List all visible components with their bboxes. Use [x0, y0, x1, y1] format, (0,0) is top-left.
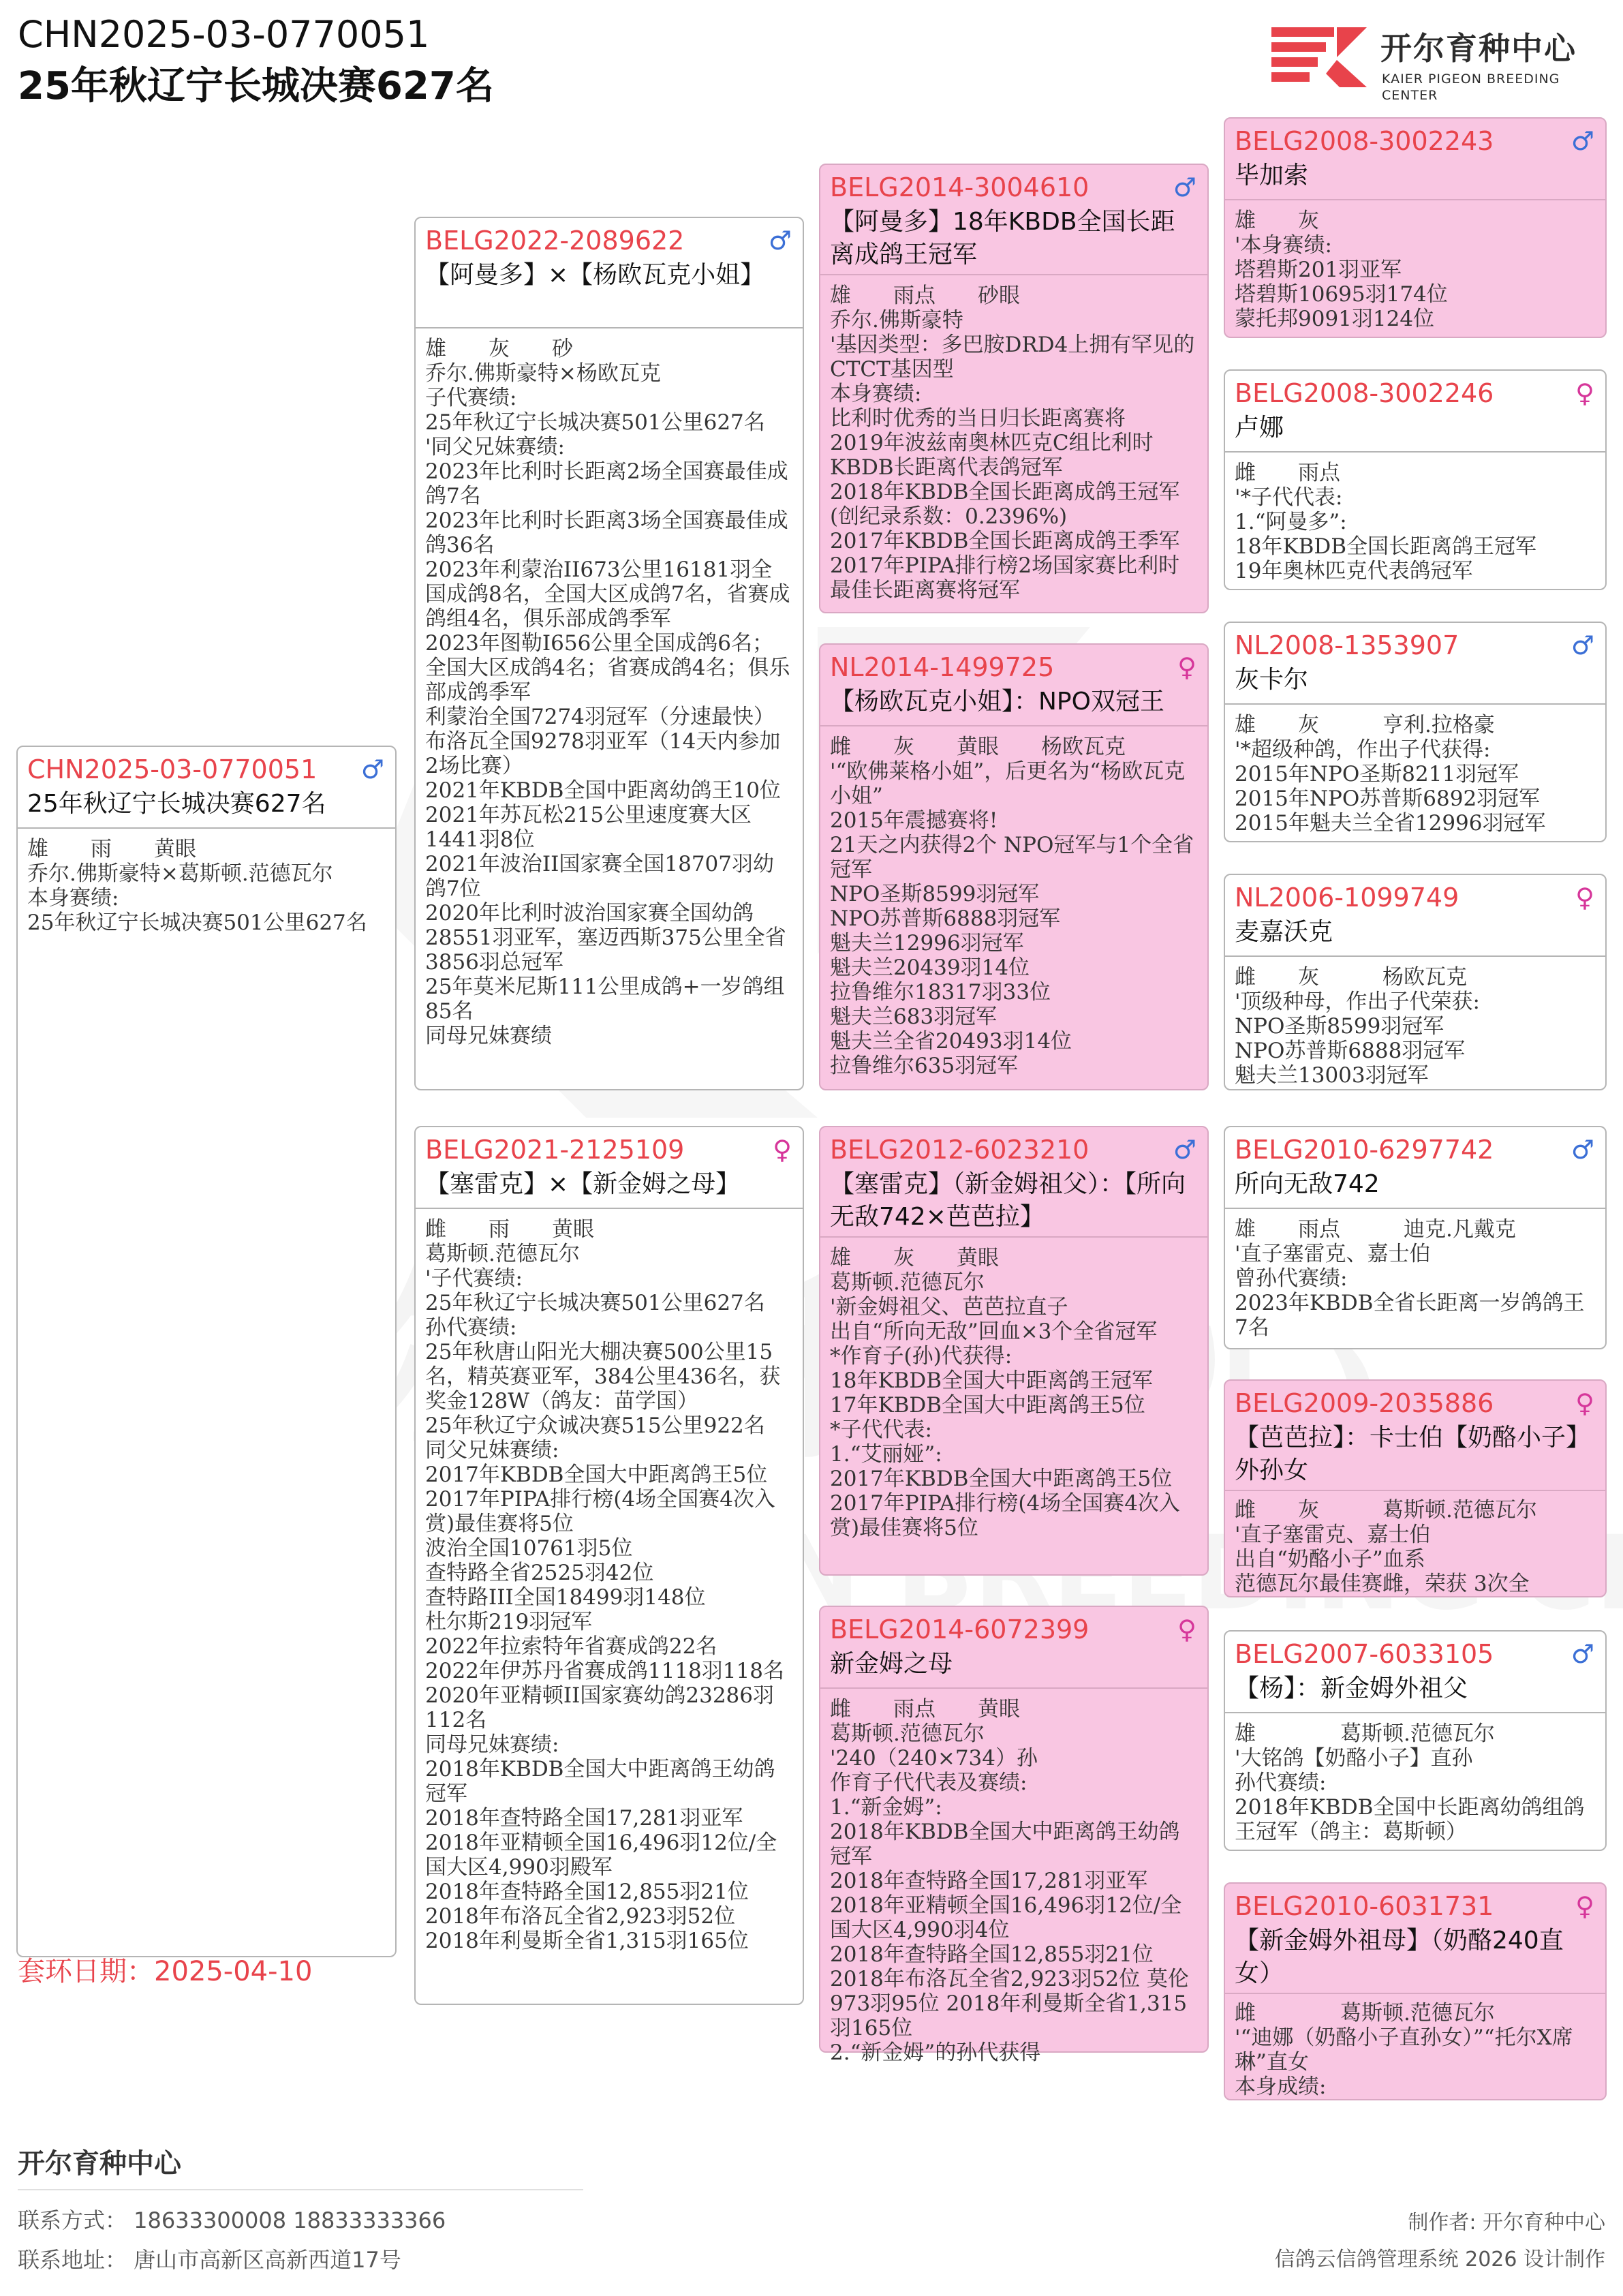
logo-text-cn: 开尔育种中心 [1380, 30, 1577, 67]
dam-dam-ring: BELG2014-6072399 [830, 1614, 1089, 1644]
ggp-card-4[interactable] [1224, 874, 1607, 1090]
ggp-8-details: 雌 葛斯顿.范德瓦尔 '“迪娜（奶酪小子直孙女）”“托尔X席琳”直女 本身成绩: [1235, 2001, 1573, 2099]
card-divider [416, 327, 803, 328]
dam-details: 雌 雨 黄眼 葛斯顿.范德瓦尔 '子代赛绩: 25年秋辽宁长城决赛501公里627名 孙代赛绩: 25年秋唐山阳光大棚决赛500公里15名，精英赛亚军，384公里436名，获奖金128W（鸽友：苗学国） 25年秋辽宁众诚决赛515公里922名 同父兄妹赛绩: 2017年KBDB全国大中距离鸽王5位 2017年PIPA排行榜(4场全国赛4次入赏)最佳赛将5位 波治全国10761羽5位 查特路全省2525羽42位 查特路III全国18499羽148位 杜尔斯219羽冠军 2022年拉索特年省赛成鸽22名 2022年伊苏丹省赛成鸽1118羽118名 2020年亚精顿II国家赛幼鸽23286羽112名 同母兄妹赛绩: 2018年KBDB全国大中距离鸽王幼鸽冠军 2018年查特路全国17,281羽亚军 2018年亚精顿全国16,496羽12位/全国大区4,990羽殿军 2018年查特路全国12,855羽21位 2018年布洛瓦全省2,923羽52位 2018年利曼斯全省1,315羽165位 [425, 1217, 784, 1953]
ggp-card-2[interactable] [1224, 369, 1607, 590]
ggp-7-name: 【杨】：新金姆外祖父 [1235, 1674, 1468, 1702]
ggp-7-details: 雄 葛斯顿.范德瓦尔 '大铭鸽【奶酪小子】直孙 孙代赛绩: 2018年KBDB全国中长距离幼鸽组鸽王冠军（鸽主：葛斯顿） [1235, 1721, 1585, 1844]
male-icon: ♂ [1571, 630, 1594, 660]
card-divider [1225, 199, 1605, 200]
kaier-logo-icon [1271, 25, 1370, 90]
ggp-5-details: 雄 雨点 迪克.凡戴克 '直子塞雷克、嘉士伯 曾孙代赛绩: 2023年KBDB全省长距离一岁鸽鸽王7名 [1235, 1217, 1585, 1340]
male-icon: ♂ [768, 226, 792, 256]
card-divider [820, 1236, 1207, 1238]
female-icon: ♀ [773, 1135, 792, 1165]
footer-system: 信鸽云信鸽管理系统 2026 设计制作 [1274, 2248, 1605, 2271]
footer-address: 联系地址： 唐山市高新区高新西道17号 [18, 2247, 401, 2273]
dam-dam-name: 新金姆之母 [830, 1650, 953, 1678]
pigeon-ring-number: CHN2025-03-0770051 [18, 13, 430, 56]
male-icon: ♂ [1173, 1135, 1196, 1165]
logo [1271, 25, 1612, 103]
ggp-card-8[interactable] [1224, 1882, 1607, 2100]
ggp-3-ring: NL2008-1353907 [1235, 630, 1459, 660]
ggp-card-3[interactable] [1224, 622, 1607, 842]
dam-sire-details: 雄 灰 黄眼 葛斯顿.范德瓦尔 '新金姆祖父、芭芭拉直子 出自“所向无敌”回血×3个全省冠军 *作育子(孙)代获得: 18年KBDB全国大中距离鸽王冠军 17年KBDB全国大中距离鸽王5位 *子代代表: 1.“艾丽娅”: 2017年KBDB全国大中距离鸽王5位 2017年PIPA排行榜(4场全国赛4次入赏)最佳赛将5位 [830, 1246, 1180, 1540]
dam-name: 【塞雷克】×【新金姆之母】 [425, 1170, 741, 1198]
pigeon-title: 25年秋辽宁长城决赛627名 [18, 64, 494, 108]
sire-sire-card[interactable] [819, 164, 1209, 613]
dam-sire-ring: BELG2012-6023210 [830, 1135, 1089, 1165]
dam-sire-name: 【塞雷克】（新金姆祖父）：【所向无敌742×芭芭拉】 [830, 1170, 1186, 1231]
ggp-6-details: 雌 灰 葛斯顿.范德瓦尔 '直子塞雷克、嘉士伯 出自“奶酪小子”血系 范德瓦尔最佳赛雌，荣获 3次全 [1235, 1498, 1537, 1596]
card-divider [1225, 1993, 1605, 1994]
logo-text-en: KAIER PIGEON BREEDING CENTER [1382, 72, 1560, 103]
card-divider [1225, 1208, 1605, 1209]
ggp-8-name: 【新金姆外祖母】（奶酪240直女） [1235, 1927, 1564, 1987]
ggp-2-ring: BELG2008-3002246 [1235, 378, 1494, 408]
female-icon: ♀ [1575, 1388, 1594, 1418]
male-icon: ♂ [1571, 126, 1594, 156]
ggp-1-name: 毕加索 [1235, 162, 1309, 189]
card-divider [1225, 451, 1605, 453]
male-icon: ♂ [1571, 1639, 1594, 1669]
card-divider [416, 1208, 803, 1209]
dam-ring: BELG2021-2125109 [425, 1135, 685, 1165]
male-icon: ♂ [1173, 172, 1196, 202]
ggp-4-details: 雌 灰 杨欧瓦克 '顶级种母，作出子代荣获: NPO圣斯8599羽冠军 NPO苏普斯6888羽冠军 魁夫兰13003羽冠军 [1235, 965, 1480, 1088]
female-icon: ♀ [1575, 883, 1594, 913]
female-icon: ♀ [1575, 1891, 1594, 1921]
ggp-card-5[interactable] [1224, 1126, 1607, 1349]
subject-pigeon-card[interactable] [16, 746, 397, 1957]
subject-details: 雄 雨 黄眼 乔尔.佛斯豪特×葛斯顿.范德瓦尔 本身赛绩: 25年秋辽宁长城决赛501公里627名 [27, 837, 367, 935]
sire-dam-details: 雌 灰 黄眼 杨欧瓦克 '“欧佛莱格小姐”，后更名为“杨欧瓦克小姐” 2015年震撼赛将! 21天之内获得2个 NPO冠军与1个全省冠军 NPO圣斯8599羽冠军 NPO苏普斯6888羽冠军 魁夫兰12996羽冠军 魁夫兰20439羽14位 拉鲁维尔18317羽33位 魁夫兰683羽冠军 魁夫兰全省20493羽14位 拉鲁维尔635羽冠军 [830, 735, 1194, 1078]
sire-sire-name: 【阿曼多】18年KBDB全国长距离成鸽王冠军 [830, 208, 1175, 269]
footer-contact: 联系方式： 18633300008 18833333366 [18, 2207, 446, 2233]
dam-card[interactable] [414, 1126, 804, 2005]
ggp-5-ring: BELG2010-6297742 [1235, 1135, 1494, 1165]
footer-divider [18, 2189, 583, 2190]
ggp-card-6[interactable] [1224, 1379, 1607, 1597]
ggp-card-7[interactable] [1224, 1630, 1607, 1851]
sire-dam-ring: NL2014-1499725 [830, 652, 1055, 682]
female-icon: ♀ [1177, 652, 1196, 682]
male-icon: ♂ [1571, 1135, 1594, 1165]
sire-card[interactable] [414, 217, 804, 1090]
ggp-7-ring: BELG2007-6033105 [1235, 1639, 1494, 1669]
card-divider [18, 827, 395, 829]
female-icon: ♀ [1177, 1614, 1196, 1644]
ggp-3-details: 雄 灰 亨利.拉格豪 '*超级种鸽，作出子代获得: 2015年NPO圣斯8211羽冠军 2015年NPO苏普斯6892羽冠军 2015年魁夫兰全省12996羽冠军 [1235, 713, 1546, 836]
subject-ring: CHN2025-03-0770051 [27, 754, 318, 784]
footer-maker: 制作者: 开尔育种中心 [1408, 2211, 1605, 2235]
dam-dam-card[interactable] [819, 1606, 1209, 2065]
ggp-8-ring: BELG2010-6031731 [1235, 1891, 1494, 1921]
male-icon: ♂ [360, 754, 384, 784]
dam-sire-card[interactable] [819, 1126, 1209, 1576]
sire-ring: BELG2022-2089622 [425, 226, 685, 256]
ggp-5-name: 所向无敌742 [1235, 1170, 1380, 1198]
card-divider [820, 1687, 1207, 1689]
ggp-1-details: 雄 灰 '本身赛绩: 塔碧斯201羽亚军 塔碧斯10695羽174位 蒙托邦9091羽124位 [1235, 209, 1448, 331]
ggp-1-ring: BELG2008-3002243 [1235, 126, 1494, 156]
dam-dam-details: 雌 雨点 黄眼 葛斯顿.范德瓦尔 '240（240×734）孙 作育子代代表及赛绩: 1.“新金姆”: 2018年KBDB全国大中距离鸽王幼鸽冠军 2018年查特路全国17,281羽亚军 2018年亚精顿全国16,496羽12位/全国大区4,990羽4位 2018年查特路全国12,855羽21位 2018年布洛瓦全省2,923羽52位 莫伦973羽95位 2018年利曼斯全省1,315羽165位 2.“新金姆”的孙代获得 [830, 1697, 1189, 2065]
ggp-4-ring: NL2006-1099749 [1235, 883, 1459, 913]
sire-sire-details: 雄 雨点 砂眼 乔尔.佛斯豪特 '基因类型：多巴胺DRD4上拥有罕见的CTCT基因型 本身赛绩: 比利时优秀的当日归长距离赛将 2019年波兹南奥林匹克C组比利时KBDB长距离代表鸽冠军 2018年KBDB全国长距离成鸽王冠军(创纪录系数：0.2396%) 2017年KBDB全国长距离成鸽王季军 2017年PIPA排行榜2场国家赛比利时最佳长距离赛将冠军 [830, 284, 1195, 602]
card-divider [1225, 703, 1605, 705]
ggp-2-name: 卢娜 [1235, 414, 1284, 442]
card-divider [1225, 955, 1605, 957]
ggp-3-name: 灰卡尔 [1235, 666, 1309, 694]
sire-sire-ring: BELG2014-3004610 [830, 172, 1089, 202]
sire-dam-card[interactable] [819, 643, 1209, 1090]
ggp-2-details: 雌 雨点 '*子代代表: 1.“阿曼多”: 18年KBDB全国长距离鸽王冠军 19年奥林匹克代表鸽冠军 [1235, 461, 1537, 583]
ggp-4-name: 麦嘉沃克 [1235, 918, 1333, 946]
card-divider [820, 274, 1207, 275]
ring-date: 套环日期：2025-04-10 [18, 1956, 313, 1987]
ggp-card-1[interactable] [1224, 117, 1607, 338]
ggp-6-name: 【芭芭拉】：卡士伯【奶酪小子】 外孙女 [1235, 1424, 1591, 1484]
card-divider [1225, 1712, 1605, 1713]
sire-name: 【阿曼多】×【杨欧瓦克小姐】 [425, 261, 765, 289]
sire-details: 雄 灰 砂 乔尔.佛斯豪特×杨欧瓦克 子代赛绩: 25年秋辽宁长城决赛501公里627名 '同父兄妹赛绩: 2023年比利时长距离2场全国赛最佳成鸽7名 2023年比利时长距离3场全国赛最佳成鸽36名 2023年利蒙治II673公里16181羽全国成鸽8名，全国大区成鸽7名，省赛成鸽组4名，俱乐部成鸽季军 2023年图勒I656公里全国成鸽6名；全国大区成鸽4名；省赛成鸽4名；俱乐部成鸽季军 利蒙治全国7274羽冠军（分速最快） 布洛瓦全国9278羽亚军（14天内参加2场比赛） 2021年KBDB全国中距离幼鸽王10位 2021年苏瓦松215公里速度赛大区1441羽8位 2021年波治II国家赛全国18707羽幼鸽7位 2020年比利时波治国家赛全国幼鸽28551羽亚军，塞迈西斯375公里全省3856羽总冠军 25年莫米尼斯111公里成鸽+一岁鸽组85名 同母兄妹赛绩 [425, 337, 790, 1048]
ggp-6-ring: BELG2009-2035886 [1235, 1388, 1494, 1418]
card-divider [820, 725, 1207, 726]
sire-dam-name: 【杨欧瓦克小姐】：NPO双冠王 [830, 688, 1164, 716]
subject-name: 25年秋辽宁长城决赛627名 [27, 790, 326, 818]
female-icon: ♀ [1575, 378, 1594, 408]
footer-org-name: 开尔育种中心 [18, 2148, 181, 2179]
card-divider [1225, 1490, 1605, 1491]
